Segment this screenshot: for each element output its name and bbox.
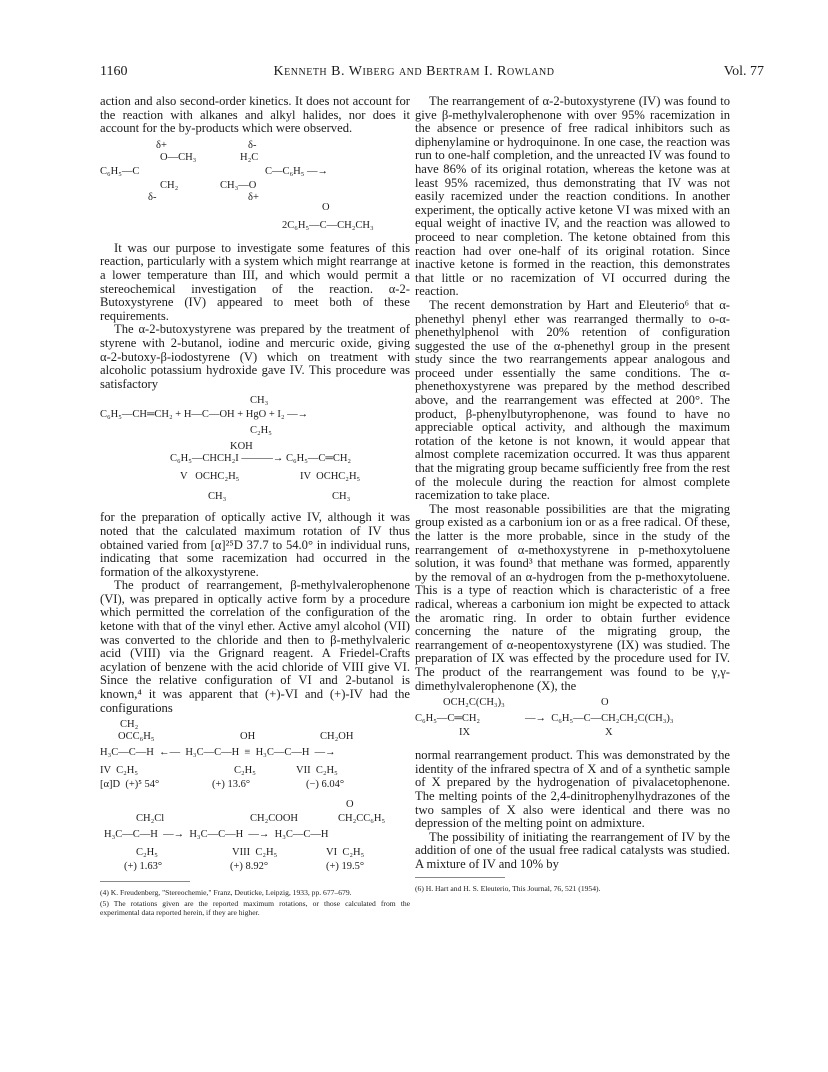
reagent-label: KOH <box>230 441 253 453</box>
rotation-value: (+) 13.6° <box>212 779 251 791</box>
formula-fragment: O <box>601 697 609 709</box>
paragraph: The α-2-butoxystyrene was prepared by the treatment of styrene with 2-butanol, iodine and mercuric oxide, giving α-2-butoxy-β-iodostyrene (V) which on treatment with alcoholic potassium hydroxide gave IV. This procedure was satisfactory <box>100 322 410 391</box>
formula-fragment: CH₃ <box>208 491 227 503</box>
formula-fragment: C₂H₅ <box>250 425 272 437</box>
footnote: (6) H. Hart and H. S. Eleuterio, This Journal, 76, 521 (1954). <box>415 884 601 894</box>
configuration-scheme-1 <box>100 719 410 795</box>
neopentoxy-scheme <box>415 697 730 745</box>
compound-label: X <box>605 727 613 739</box>
formula-fragment: IV OCHC₂H₅ <box>300 471 361 483</box>
formula-fragment: OCC₆H₅ <box>118 731 155 743</box>
formula-fragment: VI C₂H₅ <box>326 847 365 859</box>
rotation-value: (−) 6.04° <box>306 779 345 791</box>
right-column <box>415 95 730 893</box>
formula-fragment: H₃C—C—H ←— H₃C—C—H ≡ H₃C—C—H —→ <box>100 747 336 759</box>
page-header <box>0 64 828 84</box>
formula-fragment: C₂H₅ <box>234 765 256 777</box>
formula-fragment: OCH₂C(CH₃)₃ <box>443 697 505 709</box>
formula-fragment: C₂H₅ <box>136 847 158 859</box>
formula-fragment: O—CH₃ <box>160 151 197 163</box>
configuration-scheme-2 <box>100 799 410 877</box>
running-title: Kenneth B. Wiberg and Bertram I. Rowland <box>273 64 555 79</box>
formula-fragment: OH <box>240 731 256 743</box>
paragraph: The possibility of initiating the rearrangement of IV by the addition of one of the usual free radical catalysts was studied. A mixture of IV and 10% by <box>415 829 730 871</box>
synthesis-scheme <box>100 395 410 507</box>
rotation-value: (+) 8.92° <box>230 861 269 873</box>
formula-fragment: CH₂COOH <box>250 813 298 825</box>
formula-fragment: CH₃ <box>250 395 269 407</box>
formula-fragment: O <box>346 799 354 811</box>
page-number: 1160 <box>100 64 128 79</box>
paragraph: normal rearrangement product. This was demonstrated by the identity of the infrared spectra of X and of a synthetic sample of X prepared by the hydrogenation of pivalacetophenone. The melting points of the 2,4-dinitrophenylhydrazones of the two samples of X also were identical and there was no depression of the melting point on admixture. <box>415 748 730 831</box>
partial-charge: δ- <box>248 139 257 151</box>
formula-fragment: CH₃—O <box>220 179 257 191</box>
formula-fragment: C₆H₅—C═CH₂ <box>415 713 481 725</box>
formula-fragment: CH₂ <box>120 719 139 731</box>
footnote: (4) K. Freudenberg, "Stereochemie," Franz, Deuticke, Leipzig, 1933, pp. 677–679. <box>100 888 352 898</box>
paragraph: It was our purpose to investigate some features of this reaction, particularly with a system which might rearrange at a lower temperature than III, and which would permit a stereochemical investigation of the reaction. α-2-Butoxystyrene (IV) appeared to meet both of these requirements. <box>100 240 410 323</box>
partial-charge: δ- <box>148 191 157 203</box>
paragraph: The product of rearrangement, β-methylvalerophenone (VI), was prepared in optically active form by a procedure which permitted the correlation of the configuration of the ketone with that of the vinyl ether. Active amyl alcohol (VII) was converted to the chloride and then to β-methylvaleric acid (VIII) via the Grignard reagent. A Friedel-Crafts acylation of benzene with the acid chloride of VIII give VI. Since the relative configuration of VI and 2-butanol is known,⁴ it was apparent that (+)-VI and (+)-IV had the configurations <box>100 578 410 715</box>
formula-fragment: IV C₂H₅ <box>100 765 139 777</box>
left-column <box>100 95 410 917</box>
formula-fragment: CH₂Cl <box>136 813 165 825</box>
paragraph: The rearrangement of α-2-butoxystyrene (IV) was found to give β-methylvalerophenone with over 95% racemization in the absence or presence of free radical inhibitors such as diphenylamine or hydroquinone. In one case, the reaction was run to one-half completion, and the unreacted IV was found to have 86% of its original rotation, whereas the ketone was at least 95% racemized, thus demonstrating that IV was not easily racemized under the reaction conditions. In another experiment, the optically active ketone VI was mixed with an equal weight of inactive IV, and the reaction was allowed to proceed to near completion. The ketone obtained from this reaction had over one-half of its original rotation. Since inactive ketone is formed in the reaction, this demonstrates that little or no racemization of VI occurred during the reaction. <box>415 94 730 299</box>
formula-fragment: H₂C <box>240 151 259 163</box>
rotation-value: [α]D (+)⁵ 54° <box>100 779 160 791</box>
formula-fragment: CH₃ <box>332 491 351 503</box>
paragraph: The most reasonable possibilities are that the migrating group existed as a carbonium ion or as a free radical. Of these, the latter is the more probable, since in the study of the rearrangement of α-methoxystyrene in p-methoxytoluene solution, it was found³ that methane was formed, apparently by the removal of an α-hydrogen from the p-methoxytoluene. This is a type of reaction which is characteristic of a free radical, whereas a carbonium ion might be expected to attack the aromatic ring. In order to obtain further evidence concerning the nature of the migrating group, the rearrangement of α-neopentoxystyrene (IX) was studied. The preparation of IX was effected by the procedure used for IV. The product of the rearrangement was found to be γ,γ-dimethylvalerophenone (X), the <box>415 501 730 693</box>
formula-fragment: 2C₆H₅—C—CH₂CH₃ <box>282 219 374 231</box>
paragraph: action and also second-order kinetics. It does not account for the reaction with alkanes and alkyl halides, nor does it account for the by-products which were observed. <box>100 94 410 136</box>
volume-label: Vol. 77 <box>723 64 764 79</box>
formula-fragment: VII C₂H₅ <box>296 765 338 777</box>
compound-label: IX <box>459 727 471 739</box>
footnote-rule <box>415 877 505 878</box>
formula-fragment: —→ C₆H₅—C—CH₂CH₂C(CH₃)₃ <box>525 713 674 725</box>
transition-state-scheme <box>100 140 410 238</box>
formula-fragment: H₃C—C—H —→ H₃C—C—H —→ H₃C—C—H <box>104 829 329 841</box>
formula-fragment: O <box>322 201 330 213</box>
formula-fragment: C₆H₅—C <box>100 165 140 177</box>
paragraph: for the preparation of optically active IV, although it was noted that the calculated maximum rotation of IV thus obtained varied from [α]²⁵D 37.7 to 54.0° in individual runs, indicating that some racemization had occurred in the formation of the alkoxystyrene. <box>100 510 410 579</box>
rotation-value: (+) 1.63° <box>124 861 163 873</box>
footnote: (5) The rotations given are the reported maximum rotations, or those calculated from the experimental data reported herein, if they are higher. <box>100 899 410 918</box>
formula-fragment: C₆H₅—CH═CH₂ + H—C—OH + HgO + I₂ —→ <box>100 409 309 421</box>
paragraph: The recent demonstration by Hart and Eleuterio⁶ that α-phenethyl phenyl ether was rearranged thermally to o-α-phenethylphenol with 20% retention of configuration suggested the use of the α-phenethyl group in the present study since the two rearrangements appear analogous and proceed under essentially the same conditions. The α-phenethoxystyrene was prepared by the method described above, and the rearrangement was effected at 200°. The product, β-phenylbutyrophenone, was found to have no appreciable optical activity, and although the maximum rotation of the ketone is not known, it would appear that almost complete racemization occurred. It was thus apparent that the migrating group became sufficiently free from the rest of the molecule during the reaction for almost complete racemization to take place. <box>415 297 730 503</box>
rotation-value: (+) 19.5° <box>326 861 365 873</box>
partial-charge: δ+ <box>156 139 167 151</box>
formula-fragment: CH₂CC₆H₅ <box>338 813 386 825</box>
footnote-rule <box>100 881 190 882</box>
partial-charge: δ+ <box>248 191 259 203</box>
formula-fragment: CH₂OH <box>320 731 354 743</box>
formula-fragment: CH₂ <box>160 179 179 191</box>
formula-fragment: C—C₆H₅ —→ <box>265 165 329 177</box>
formula-fragment: C₆H₅—CHCH₂I ———→ C₆H₅—C═CH₂ <box>170 453 352 465</box>
formula-fragment: VIII C₂H₅ <box>232 847 278 859</box>
formula-fragment: V OCHC₂H₅ <box>180 471 240 483</box>
